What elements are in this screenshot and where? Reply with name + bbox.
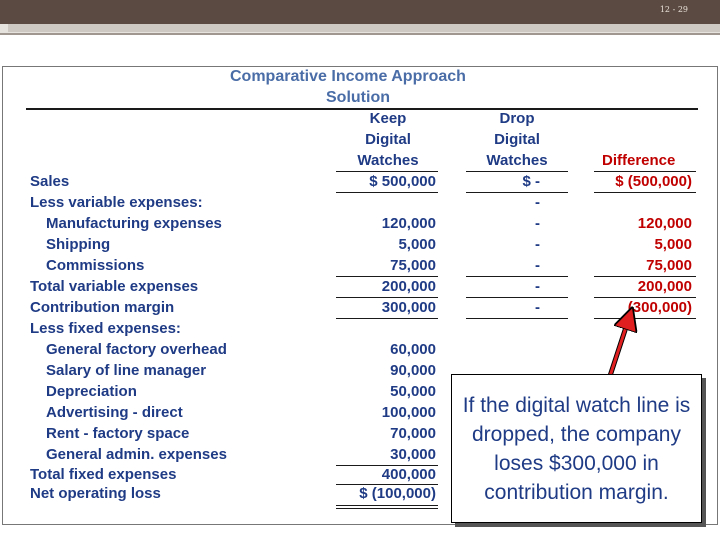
slide-number: 12 - 29 xyxy=(659,5,688,14)
row-diff-manufacturing: 120,000 xyxy=(637,215,692,232)
header-drop-3: Watches xyxy=(486,152,548,169)
row-keep-total-fixed: 400,000 xyxy=(381,466,436,483)
row-diff-contribution-margin: (300,000) xyxy=(627,299,692,316)
header-rule-keep xyxy=(336,171,438,172)
rule-commissions-diff xyxy=(594,276,696,277)
row-label-sales: Sales xyxy=(30,173,70,190)
top-bar xyxy=(0,0,720,24)
row-keep-net-operating-loss: $ (100,000) xyxy=(359,485,436,502)
row-keep-total-variable: 200,000 xyxy=(381,278,436,295)
header-stripe-accent xyxy=(8,24,720,32)
row-label-general-admin: General admin. expenses xyxy=(46,446,227,463)
header-rule-diff xyxy=(594,171,696,172)
row-label-depreciation: Depreciation xyxy=(46,383,137,400)
row-diff-shipping: 5,000 xyxy=(654,236,692,253)
row-label-total-variable: Total variable expenses xyxy=(30,278,199,295)
row-diff-total-variable: 200,000 xyxy=(637,278,692,295)
row-label-rent: Rent - factory space xyxy=(46,425,190,442)
row-keep-commissions: 75,000 xyxy=(390,257,436,274)
header-keep-1: Keep xyxy=(369,110,407,127)
row-label-total-fixed: Total fixed expenses xyxy=(30,466,177,483)
rule-net-keep-2 xyxy=(336,508,438,509)
row-drop-commissions: - xyxy=(535,257,540,274)
row-label-shipping: Shipping xyxy=(46,236,111,253)
row-label-net-operating-loss: Net operating loss xyxy=(30,485,161,502)
header-difference: Difference xyxy=(602,152,676,169)
callout-box xyxy=(451,374,702,523)
header-keep-3: Watches xyxy=(357,152,419,169)
rule-commissions-drop xyxy=(466,276,568,277)
rule-sales-diff xyxy=(594,192,696,193)
rule-total-variable-diff xyxy=(594,297,696,298)
row-drop-manufacturing: - xyxy=(535,215,540,232)
row-keep-advertising: 100,000 xyxy=(381,404,436,421)
row-label-less-fixed: Less fixed expenses: xyxy=(30,320,181,337)
rule-sales-drop xyxy=(466,192,568,193)
callout-text: If the digital watch line is dropped, the company loses $300,000 in contribution margin. xyxy=(462,393,691,504)
row-label-factory-overhead: General factory overhead xyxy=(46,341,227,358)
row-drop-less-variable: - xyxy=(535,194,540,211)
row-drop-shipping: - xyxy=(535,236,540,253)
header-drop-2: Digital xyxy=(494,131,540,148)
rule-contribution-drop xyxy=(466,318,568,319)
rule-contribution-keep xyxy=(336,318,438,319)
row-keep-general-admin: 30,000 xyxy=(390,446,436,463)
header-rule-drop xyxy=(466,171,568,172)
row-drop-total-variable: - xyxy=(535,278,540,295)
rule-total-variable-keep xyxy=(336,297,438,298)
row-diff-sales: $ (500,000) xyxy=(615,173,692,190)
row-drop-contribution-margin: - xyxy=(535,299,540,316)
row-label-contribution-margin: Contribution margin xyxy=(30,299,175,316)
rule-contribution-diff xyxy=(594,318,696,319)
page-subtitle: Solution xyxy=(326,89,390,106)
row-keep-rent: 70,000 xyxy=(390,425,436,442)
row-label-salary-manager: Salary of line manager xyxy=(46,362,207,379)
row-label-manufacturing: Manufacturing expenses xyxy=(46,215,222,232)
header-keep-2: Digital xyxy=(365,131,411,148)
rule-commissions-keep xyxy=(336,276,438,277)
row-keep-shipping: 5,000 xyxy=(398,236,436,253)
row-keep-sales: $ 500,000 xyxy=(369,173,436,190)
row-label-advertising: Advertising - direct xyxy=(46,404,183,421)
page-title: Comparative Income Approach xyxy=(230,68,466,85)
row-keep-depreciation: 50,000 xyxy=(390,383,436,400)
rule-sales-keep xyxy=(336,192,438,193)
row-keep-salary-manager: 90,000 xyxy=(390,362,436,379)
row-label-less-variable: Less variable expenses: xyxy=(30,194,203,211)
rule-net-keep-1 xyxy=(336,505,438,506)
row-label-commissions: Commissions xyxy=(46,257,145,274)
header-divider xyxy=(0,33,720,35)
header-drop-1: Drop xyxy=(499,110,535,127)
row-drop-sales: $ - xyxy=(522,173,540,190)
rule-total-variable-drop xyxy=(466,297,568,298)
row-keep-contribution-margin: 300,000 xyxy=(381,299,436,316)
row-keep-factory-overhead: 60,000 xyxy=(390,341,436,358)
row-diff-commissions: 75,000 xyxy=(646,257,692,274)
row-keep-manufacturing: 120,000 xyxy=(381,215,436,232)
